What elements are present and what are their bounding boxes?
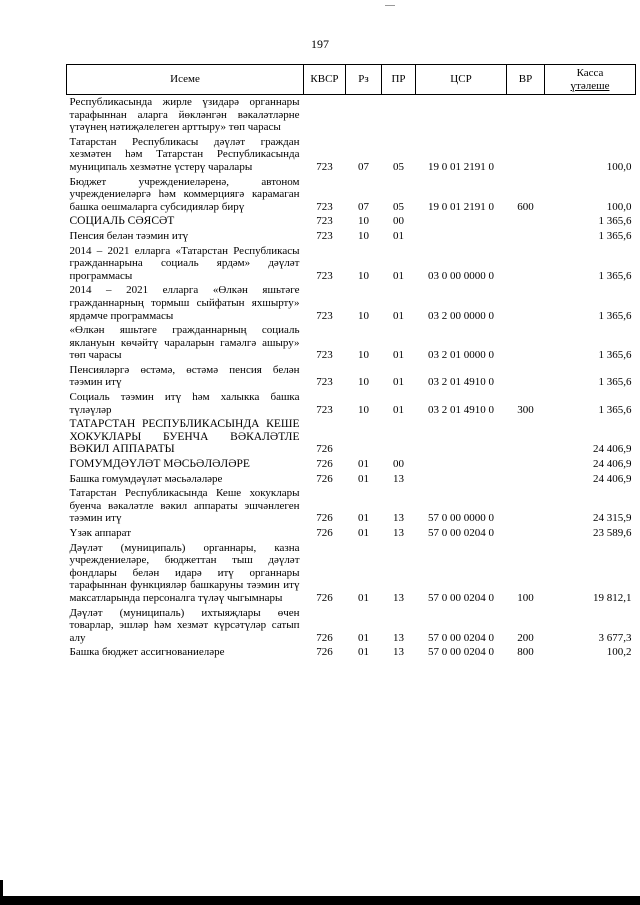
row-pr: 13: [393, 472, 404, 485]
row-amount: 24 406,9: [593, 472, 632, 485]
row-name: Татарстан Республикасы дәүләт граждан хезмәтен һәм Татарстан Республикасында муниципаль хезмәтне үстерү чаралары: [69, 135, 300, 173]
row-pr: 01: [393, 229, 404, 242]
row-kvsr: 723: [316, 349, 333, 362]
table-row: [67, 363, 636, 390]
row-kvsr: 723: [316, 229, 333, 242]
table-row: [67, 417, 636, 457]
row-pr: 01: [393, 376, 404, 389]
row-rz: 10: [358, 349, 369, 362]
budget-table: [66, 64, 636, 660]
row-kvsr: 726: [316, 472, 333, 485]
row-vr: [507, 214, 545, 229]
row-rz: 10: [358, 269, 369, 282]
row-kvsr: 726: [316, 631, 333, 644]
row-rz: 01: [358, 458, 369, 471]
row-name: 2014 – 2021 елларга «Өлкән яшьтәге гражданнарның тормыш сыйфатын яхшырту» ярдәмче программасы: [69, 284, 300, 322]
row-name: Пенсия белән тәэмин итү: [69, 229, 189, 242]
row-name: Татарстан Республикасында Кеше хокуклары буенча вәкаләтле вәкил аппараты эшчәнлеген тәэмин итү: [69, 487, 300, 525]
row-pr: 01: [393, 269, 404, 282]
row-pr: [382, 417, 416, 457]
row-pr: 13: [393, 512, 404, 525]
row-kvsr: 723: [316, 403, 333, 416]
table-row: [67, 244, 636, 284]
row-kvsr: 726: [316, 591, 333, 604]
row-amount: 1 365,6: [598, 376, 632, 389]
row-csr: [416, 214, 507, 229]
table-row: [67, 606, 636, 646]
row-vr: [507, 472, 545, 487]
row-vr: 100: [517, 591, 534, 604]
row-kvsr: 723: [316, 215, 333, 228]
row-name: Республикасында жирле үзидарә органнары тарафыннан аларга йөкләнгән вәкаләтләрне үтәүнең нәтиҗәлелеген арттыру» төп чарасы: [69, 96, 300, 134]
row-csr: [416, 95, 507, 135]
row-pr: 01: [393, 309, 404, 322]
row-csr: 19 0 01 2191 0: [428, 200, 494, 213]
row-rz: 01: [358, 646, 369, 659]
row-rz: 07: [358, 200, 369, 213]
table-row: [67, 526, 636, 541]
row-name: Бюджет учреждениеләренә, автоном учреждениеләргә һәм коммерциягә карамаган башка оешмаларга субсидияләр бирү: [69, 175, 300, 213]
row-kvsr: 726: [316, 443, 333, 456]
row-pr: 01: [393, 349, 404, 362]
row-name: 2014 – 2021 елларга «Татарстан Республикасы гражданнарына социаль ярдәм» дәүләт программасы: [69, 244, 300, 282]
row-kvsr: 723: [316, 160, 333, 173]
row-name: Социаль тәэмин итү һәм халыкка башка түләүләр: [69, 391, 300, 416]
row-pr: 00: [393, 215, 404, 228]
row-amount: 19 812,1: [593, 591, 632, 604]
row-vr: [507, 95, 545, 135]
table-row: [67, 95, 636, 135]
row-name: «Өлкән яшьтәге гражданнарның социаль яклануын көчәйтү чараларын гамәлгә ашыру» төп чарасы: [69, 324, 300, 362]
row-amount: 24 315,9: [593, 512, 632, 525]
table-row: [67, 214, 636, 229]
row-amount: [545, 95, 636, 135]
table-row: [67, 486, 636, 526]
row-amount: 1 365,6: [598, 349, 632, 362]
row-name: Үзәк аппарат: [69, 527, 132, 539]
table-row: [67, 390, 636, 417]
row-csr: 57 0 00 0204 0: [428, 591, 494, 604]
row-pr: 05: [393, 160, 404, 173]
table-row: [67, 645, 636, 660]
row-kvsr: 723: [316, 376, 333, 389]
row-rz: [346, 417, 382, 457]
row-name: Пенсияләргә өстәмә, өстәмә пенсия белән тәэмин итү: [69, 363, 300, 389]
row-pr: 00: [393, 458, 404, 471]
row-csr: [416, 457, 507, 472]
header-vr: ВР: [507, 65, 545, 95]
row-csr: 57 0 00 0000 0: [428, 512, 494, 525]
row-rz: [346, 95, 382, 135]
row-rz: 01: [358, 631, 369, 644]
header-name: Исеме: [67, 65, 304, 95]
row-vr: [507, 486, 545, 526]
row-amount: 100,0: [606, 200, 632, 213]
row-amount: 1 365,6: [598, 309, 632, 322]
row-vr: [507, 229, 545, 244]
row-vr: 300: [517, 403, 534, 416]
row-kvsr: 726: [316, 458, 333, 471]
row-amount: 23 589,6: [593, 527, 632, 539]
row-amount: 24 406,9: [593, 443, 632, 456]
row-kvsr: [304, 95, 346, 135]
table-row: [67, 323, 636, 363]
table-header-row: [67, 65, 636, 95]
row-amount: 1 365,6: [598, 229, 632, 242]
row-csr: 57 0 00 0204 0: [428, 631, 494, 644]
row-csr: [416, 417, 507, 457]
row-pr: 13: [393, 527, 404, 539]
header-rz: Рз: [346, 65, 382, 95]
row-rz: 10: [358, 215, 369, 228]
row-csr: 03 2 01 4910 0: [428, 403, 494, 416]
header-csr: ЦСР: [416, 65, 507, 95]
scan-bottom-edge: [0, 896, 640, 905]
row-kvsr: 723: [316, 309, 333, 322]
table-body: [67, 95, 636, 660]
row-name: Дәүләт (муниципаль) ихтыяҗлары өчен товарлар, эшләр һәм хезмәт күрсәтүләр сатып алу: [69, 606, 300, 644]
row-amount: 1 365,6: [598, 403, 632, 416]
row-pr: 13: [393, 631, 404, 644]
row-name: Башка бюджет ассигнованиеләре: [69, 646, 225, 659]
row-vr: [507, 244, 545, 284]
row-rz: 10: [358, 229, 369, 242]
row-csr: 03 2 01 4910 0: [428, 376, 494, 389]
row-name: ГОМУМДӘҮЛӘТ МӘСЬӘЛӘЛӘРЕ: [69, 458, 250, 471]
row-vr: [507, 417, 545, 457]
row-pr: 13: [393, 646, 404, 659]
row-kvsr: 726: [316, 646, 333, 659]
row-vr: [507, 135, 545, 175]
page-number: 197: [311, 37, 329, 51]
header-kassa-line2: үтәлеше: [570, 79, 610, 92]
row-name: ТАТАРСТАН РЕСПУБЛИКАСЫНДА КЕШЕ ХОКУКЛАРЫ БУЕНЧА ВӘКАЛӘТЛЕ ВӘКИЛ АППАРАТЫ: [69, 418, 300, 456]
row-rz: 10: [358, 403, 369, 416]
row-kvsr: 723: [316, 200, 333, 213]
row-amount: 1 365,6: [598, 215, 632, 228]
row-kvsr: 726: [316, 512, 333, 525]
row-csr: [416, 229, 507, 244]
row-pr: 05: [393, 200, 404, 213]
row-vr: 600: [517, 200, 534, 213]
row-amount: 100,0: [606, 160, 632, 173]
row-pr: 13: [393, 591, 404, 604]
row-csr: 03 2 01 0000 0: [428, 349, 494, 362]
row-amount: 100,2: [606, 646, 632, 659]
table-row: [67, 283, 636, 323]
row-name: Башка гомумдәүләт мәсьәләләре: [69, 472, 223, 485]
row-kvsr: 723: [316, 269, 333, 282]
row-rz: 10: [358, 376, 369, 389]
row-vr: [507, 283, 545, 323]
row-amount: 24 406,9: [593, 458, 632, 471]
row-csr: 57 0 00 0204 0: [428, 646, 494, 659]
row-vr: [507, 526, 545, 541]
header-pr: ПР: [382, 65, 416, 95]
row-csr: [416, 472, 507, 487]
row-pr: [382, 95, 416, 135]
header-kassa: [545, 65, 636, 95]
row-csr: 19 0 01 2191 0: [428, 160, 494, 173]
header-kassa-line1: Касса: [576, 66, 604, 79]
row-rz: 01: [358, 512, 369, 525]
row-csr: 03 2 00 0000 0: [428, 309, 494, 322]
row-vr: [507, 363, 545, 390]
row-name: СОЦИАЛЬ СӘЯСӘТ: [69, 215, 175, 228]
table-row: [67, 229, 636, 244]
row-kvsr: 726: [316, 527, 333, 539]
row-vr: 800: [517, 646, 534, 659]
row-csr: 03 0 00 0000 0: [428, 269, 494, 282]
row-amount: 3 677,3: [598, 631, 632, 644]
row-pr: 01: [393, 403, 404, 416]
header-kvsr: КВСР: [304, 65, 346, 95]
table-row: [67, 457, 636, 472]
table-row: [67, 135, 636, 175]
row-rz: 10: [358, 309, 369, 322]
row-vr: [507, 457, 545, 472]
row-csr: 57 0 00 0204 0: [428, 527, 494, 539]
row-amount: 1 365,6: [598, 269, 632, 282]
row-vr: 200: [517, 631, 534, 644]
row-vr: [507, 323, 545, 363]
row-name: Дәүләт (муниципаль) органнары, казна учреждениеләре, бюджеттан тыш дәүләт фондлары белән идарә итү органнары тарафыннан функцияләр башкаруны тәэмин итү максатларында персоналга түләү чыгымнары: [69, 541, 300, 604]
table-row: [67, 472, 636, 487]
row-rz: 01: [358, 527, 369, 539]
scan-mark: [385, 5, 395, 6]
table-row: [67, 175, 636, 215]
row-rz: 07: [358, 160, 369, 173]
row-rz: 01: [358, 472, 369, 485]
row-rz: 01: [358, 591, 369, 604]
table-row: [67, 541, 636, 606]
